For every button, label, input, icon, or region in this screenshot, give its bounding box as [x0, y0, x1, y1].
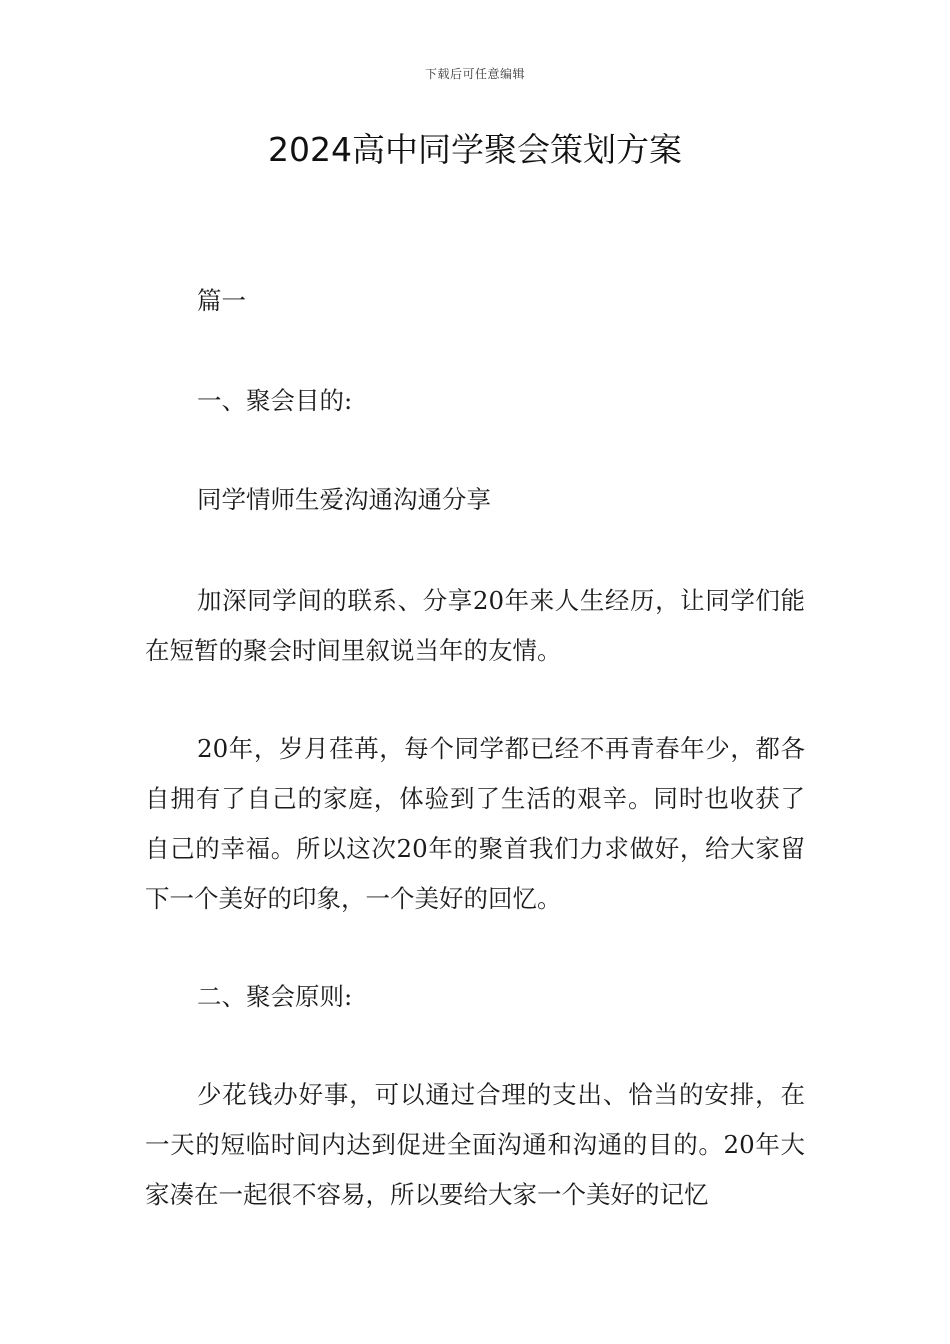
paragraph-goal: 加深同学间的联系、分享20年来人生经历，让同学们能在短暂的聚会时间里叙说当年的友情。 [145, 586, 805, 665]
paragraph-principles: 少花钱办好事，可以通过合理的支出、恰当的安排，在一天的短临时间内达到促进全面沟通和沟通的目的。20年大家凑在一起很不容易，所以要给大家一个美好的记忆 [145, 1080, 805, 1209]
document-title: 2024高中同学聚会策划方案 [268, 130, 682, 169]
heading-principles: 二、聚会原则: [197, 982, 353, 1011]
section-label: 篇一 [197, 286, 246, 315]
heading-purpose: 一、聚会目的: [197, 386, 353, 415]
paragraph-reflection: 20年，岁月荏苒，每个同学都已经不再青春年少，都各自拥有了自己的家庭，体验到了生活的艰辛。同时也收获了自己的幸福。所以这次20年的聚首我们力求做好，给大家留下一个美好的印象，一个美好的回忆。 [145, 734, 805, 913]
header-note: 下载后可任意编辑 [424, 67, 525, 81]
paragraph-theme: 同学情师生爱沟通沟通分享 [197, 485, 491, 514]
